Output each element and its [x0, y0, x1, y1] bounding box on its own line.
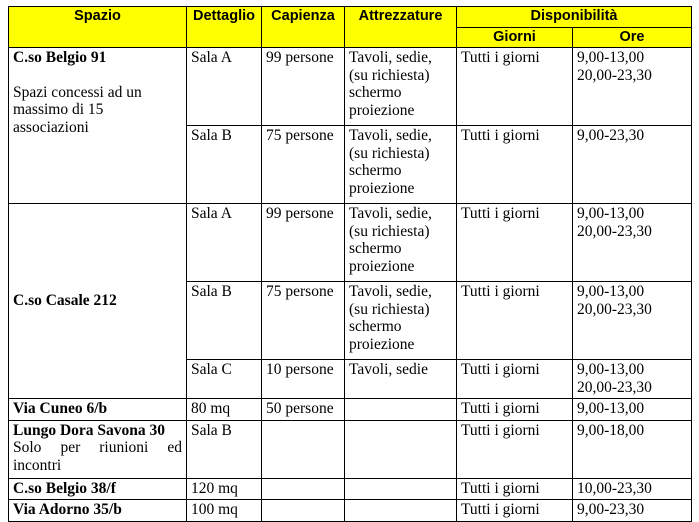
cell-capienza: 99 persone: [262, 48, 345, 126]
cell-ore: [573, 48, 692, 126]
cell-attrezzature: [345, 420, 457, 478]
cell-dettaglio: Sala B: [187, 420, 262, 478]
ore-line: 9,00-13,00: [577, 283, 645, 300]
cell-capienza: [262, 420, 345, 478]
cell-attrezzature: Tavoli, sedie: [345, 360, 457, 399]
cell-ore: [573, 478, 692, 500]
header-attrezzature: Attrezzature: [345, 7, 457, 48]
cell-spazio: C.so Casale 212: [9, 204, 187, 399]
cell-giorni: Tutti i giorni: [457, 282, 573, 360]
cell-attrezzature: [345, 478, 457, 500]
table-row: [9, 500, 692, 522]
cell-giorni: Tutti i giorni: [457, 204, 573, 282]
cell-attrezzature: Tavoli, sedie, (su richiesta) schermo proiezione: [345, 48, 457, 126]
cell-attrezzature: Tavoli, sedie, (su richiesta) schermo proiezione: [345, 204, 457, 282]
ore-line: 20,00-23,30: [577, 222, 652, 240]
cell-capienza: 75 persone: [262, 126, 345, 204]
cell-dettaglio: Sala B: [187, 126, 262, 204]
cell-spazio: Via Cuneo 6/b: [9, 399, 187, 421]
cell-ore: [573, 204, 692, 282]
cell-dettaglio: Sala A: [187, 204, 262, 282]
cell-ore: [573, 399, 692, 421]
cell-attrezzature: [345, 399, 457, 421]
cell-ore: [573, 360, 692, 399]
ore-line: 9,00-18,00: [577, 421, 645, 439]
ore-line: 20,00-23,30: [577, 378, 652, 396]
table-row: [9, 420, 692, 478]
cell-giorni: Tutti i giorni: [457, 126, 573, 204]
cell-dettaglio: 100 mq: [187, 500, 262, 522]
ore-line: 9,00-13,00: [577, 49, 645, 66]
ore-line: 20,00-23,30: [577, 66, 652, 84]
cell-dettaglio: 80 mq: [187, 399, 262, 421]
cell-giorni: Tutti i giorni: [457, 478, 573, 500]
ore-line: 9,00-13,00: [577, 205, 645, 222]
cell-capienza: 99 persone: [262, 204, 345, 282]
cell-capienza: 75 persone: [262, 282, 345, 360]
ore-line: 10,00-23,30: [577, 479, 652, 497]
cell-giorni: Tutti i giorni: [457, 500, 573, 522]
cell-ore: [573, 420, 692, 478]
cell-capienza: [262, 478, 345, 500]
header-dettaglio: Dettaglio: [187, 7, 262, 48]
header-capienza: Capienza: [262, 7, 345, 48]
cell-spazio: [9, 420, 187, 478]
header-disponibilita: Disponibilità: [457, 7, 692, 28]
cell-spazio: C.so Belgio 38/f: [9, 478, 187, 500]
table-row: [9, 204, 692, 282]
table-row: [9, 478, 692, 500]
cell-giorni: Tutti i giorni: [457, 48, 573, 126]
ore-line: 9,00-23,30: [577, 127, 645, 144]
cell-dettaglio: Sala C: [187, 360, 262, 399]
spazio-note: Spazi concessi ad un massimo di 15 associazioni: [13, 83, 142, 136]
header-giorni: Giorni: [457, 27, 573, 48]
cell-ore: [573, 500, 692, 522]
cell-giorni: Tutti i giorni: [457, 360, 573, 399]
cell-attrezzature: Tavoli, sedie, (su richiesta) schermo proiezione: [345, 282, 457, 360]
cell-capienza: 50 persone: [262, 399, 345, 421]
cell-capienza: 10 persone: [262, 360, 345, 399]
cell-giorni: Tutti i giorni: [457, 420, 573, 478]
cell-giorni: Tutti i giorni: [457, 399, 573, 421]
cell-dettaglio: Sala A: [187, 48, 262, 126]
cell-attrezzature: [345, 500, 457, 522]
table-row: [9, 48, 692, 126]
cell-spazio: [9, 48, 187, 204]
ore-line: 9,00-13,00: [577, 400, 645, 417]
cell-ore: [573, 126, 692, 204]
ore-line: 9,00-23,30: [577, 501, 645, 518]
header-row-1: [9, 7, 692, 28]
header-spazio: Spazio: [9, 7, 187, 48]
spaces-table: [8, 6, 692, 522]
cell-attrezzature: Tavoli, sedie, (su richiesta) schermo proiezione: [345, 126, 457, 204]
cell-dettaglio: Sala B: [187, 282, 262, 360]
cell-ore: [573, 282, 692, 360]
ore-line: 20,00-23,30: [577, 300, 652, 318]
ore-line: 9,00-13,00: [577, 361, 645, 378]
spazio-note: Solo per riunioni ed incontri: [13, 439, 182, 474]
header-ore: Ore: [573, 27, 692, 48]
spazio-name: C.so Belgio 91: [13, 49, 107, 66]
cell-dettaglio: 120 mq: [187, 478, 262, 500]
table-row: [9, 399, 692, 421]
spazio-name: Lungo Dora Savona 30: [13, 421, 166, 439]
cell-capienza: [262, 500, 345, 522]
cell-spazio: Via Adorno 35/b: [9, 500, 187, 522]
